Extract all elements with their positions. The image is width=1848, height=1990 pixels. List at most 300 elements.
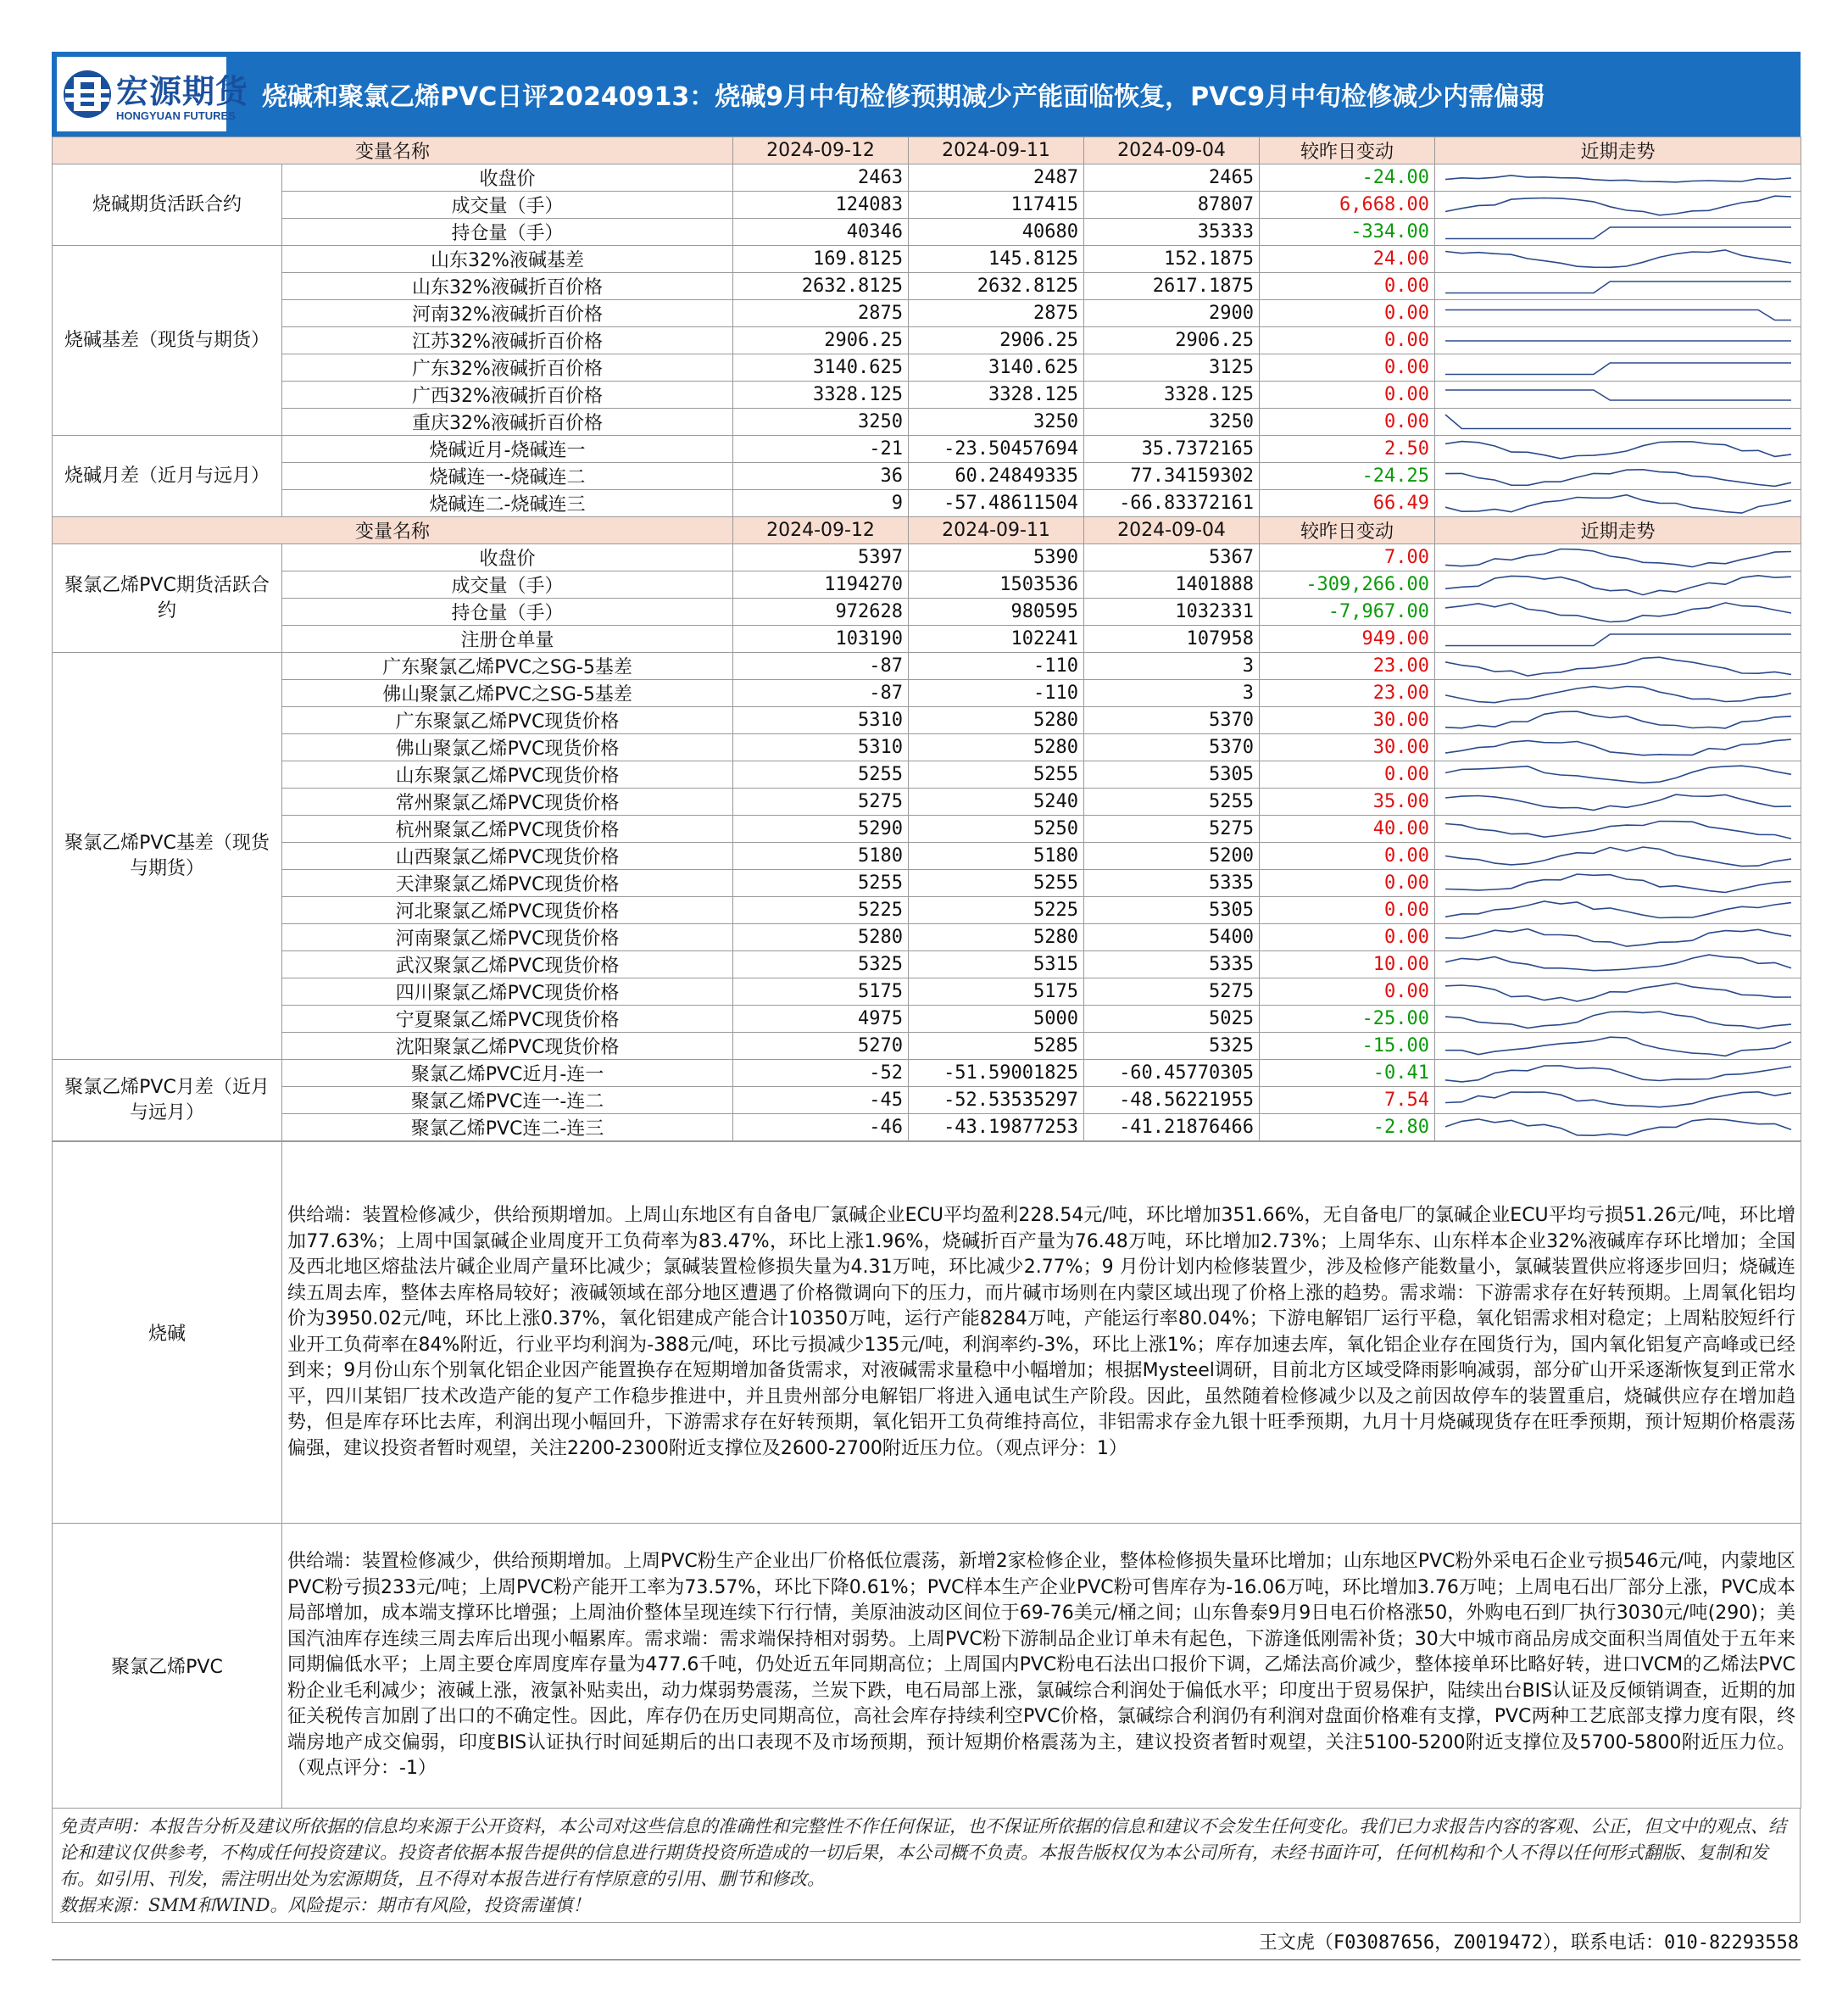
variable-name: 山东32%液碱基差 bbox=[282, 246, 733, 273]
value-2024-09-12: 169.8125 bbox=[733, 246, 909, 273]
variable-name: 广东聚氯乙烯PVC现货价格 bbox=[282, 707, 733, 734]
table-row bbox=[53, 1006, 1801, 1033]
value-2024-09-11: -57.48611504 bbox=[909, 490, 1084, 517]
variable-name: 成交量（手） bbox=[282, 192, 733, 219]
table-row bbox=[53, 626, 1801, 653]
report bbox=[52, 52, 1801, 1960]
sparkline-line bbox=[1445, 983, 1791, 1001]
value-2024-09-04: 77.34159302 bbox=[1084, 463, 1260, 490]
value-2024-09-11: 5255 bbox=[909, 761, 1084, 789]
value-2024-09-12: 5325 bbox=[733, 951, 909, 978]
value-2024-09-04: 5025 bbox=[1084, 1006, 1260, 1033]
table-row bbox=[53, 164, 1801, 192]
sparkline-line bbox=[1445, 494, 1791, 512]
variable-name: 杭州聚氯乙烯PVC现货价格 bbox=[282, 816, 733, 843]
sparkline-chart bbox=[1435, 1034, 1801, 1059]
trend-cell bbox=[1435, 626, 1801, 653]
daily-change: 0.00 bbox=[1260, 924, 1435, 951]
daily-change: 0.00 bbox=[1260, 273, 1435, 300]
header-date-2: 2024-09-11 bbox=[909, 137, 1084, 164]
header-variable-name: 变量名称 bbox=[53, 517, 733, 544]
value-2024-09-04: 2617.1875 bbox=[1084, 273, 1260, 300]
variable-name: 河北聚氯乙烯PVC现货价格 bbox=[282, 897, 733, 924]
sparkline-line bbox=[1445, 686, 1791, 702]
sparkline-chart bbox=[1435, 355, 1801, 381]
value-2024-09-12: 40346 bbox=[733, 219, 909, 246]
sparkline-chart bbox=[1435, 382, 1801, 408]
sparkline-chart bbox=[1435, 1006, 1801, 1032]
trend-cell bbox=[1435, 246, 1801, 273]
sparkline-line bbox=[1445, 363, 1791, 375]
daily-change: 66.49 bbox=[1260, 490, 1435, 517]
value-2024-09-04: 5275 bbox=[1084, 816, 1260, 843]
table-row bbox=[53, 571, 1801, 599]
value-2024-09-11: 5240 bbox=[909, 789, 1084, 816]
daily-change: 23.00 bbox=[1260, 653, 1435, 680]
sparkline-line bbox=[1445, 794, 1791, 810]
trend-cell bbox=[1435, 897, 1801, 924]
trend-cell bbox=[1435, 273, 1801, 300]
daily-change: 949.00 bbox=[1260, 626, 1435, 653]
daily-change: 24.00 bbox=[1260, 246, 1435, 273]
value-2024-09-11: 145.8125 bbox=[909, 246, 1084, 273]
value-2024-09-04: 35333 bbox=[1084, 219, 1260, 246]
trend-cell bbox=[1435, 490, 1801, 517]
commentary-row-pvc bbox=[53, 1524, 1801, 1809]
table-row bbox=[53, 1033, 1801, 1060]
value-2024-09-11: 5255 bbox=[909, 870, 1084, 897]
sparkline-chart bbox=[1435, 898, 1801, 923]
daily-change: 0.00 bbox=[1260, 978, 1435, 1006]
value-2024-09-11: 1503536 bbox=[909, 571, 1084, 599]
trend-cell bbox=[1435, 1114, 1801, 1141]
value-2024-09-12: 5310 bbox=[733, 707, 909, 734]
value-2024-09-12: 5225 bbox=[733, 897, 909, 924]
variable-name: 河南聚氯乙烯PVC现货价格 bbox=[282, 924, 733, 951]
value-2024-09-11: -43.19877253 bbox=[909, 1114, 1084, 1141]
sparkline-chart bbox=[1435, 654, 1801, 679]
sparkline-line bbox=[1445, 602, 1791, 622]
table-row bbox=[53, 1060, 1801, 1087]
variable-name: 沈阳聚氯乙烯PVC现货价格 bbox=[282, 1033, 733, 1060]
sparkline-chart bbox=[1435, 464, 1801, 489]
variable-name: 聚氯乙烯PVC近月-连一 bbox=[282, 1060, 733, 1087]
header-date-1: 2024-09-12 bbox=[733, 137, 909, 164]
table-row bbox=[53, 354, 1801, 382]
value-2024-09-12: 9 bbox=[733, 490, 909, 517]
value-2024-09-12: 2875 bbox=[733, 300, 909, 327]
value-2024-09-04: 35.7372165 bbox=[1084, 436, 1260, 463]
value-2024-09-04: 5367 bbox=[1084, 544, 1260, 571]
daily-change: 0.00 bbox=[1260, 300, 1435, 327]
value-2024-09-04: 1401888 bbox=[1084, 571, 1260, 599]
sparkline-line bbox=[1445, 1118, 1791, 1134]
value-2024-09-04: 5305 bbox=[1084, 897, 1260, 924]
value-2024-09-11: 5285 bbox=[909, 1033, 1084, 1060]
sparkline-chart bbox=[1435, 627, 1801, 652]
sparkline-line bbox=[1445, 928, 1791, 946]
variable-name: 聚氯乙烯PVC连一-连二 bbox=[282, 1087, 733, 1114]
value-2024-09-11: 5390 bbox=[909, 544, 1084, 571]
daily-change: 0.00 bbox=[1260, 870, 1435, 897]
trend-cell bbox=[1435, 1060, 1801, 1087]
trend-cell bbox=[1435, 816, 1801, 843]
commentary-text: 供给端：装置检修减少，供给预期增加。上周山东地区有自备电厂氯碱企业ECU平均盈利228.54元/吨，环比增加351.66%，无自备电厂的氯碱企业ECU平均亏损51.26元/吨，环比增加77.63%；上周中国氯碱企业周度开工负荷率为83.47%，环比上涨1.96%，烧碱折百产量为76.48万吨，环比增加2.73%；上周华东、山东样本企业32%液碱库存环比增加；全国及西北地区熔盐法片碱企业周产量环比减少；氯碱装置检修损失量为4.31万吨，环比减少2.77%；9 月份计划内检修装置少，涉及检修产能数量小，氯碱装置供应将逐步回归；烧碱连续五周去库，整体去库格局较好；液碱领域在部分地区遭遇了价格微调向下的压力，而片碱市场则在内蒙区域出现了价格上涨的趋势。需求端：下游需求存在好转预期。上周氧化铝均价为3950.02元/吨，环比上涨0.37%，氧化铝建成产能合计10350万吨，运行产能8284万吨，产能运行率80.04%；下游电解铝厂运行平稳，氧化铝需求相对稳定；上周粘胶短纤行业开工负荷率在84%附近，行业平均利润为-388元/吨，环比亏损减少135元/吨，利润率约-3%，环比上涨1%；库存加速去库，氧化铝企业存在囤货行为，国内氧化铝复产高峰或已经到来；9月份山东个别氧化铝企业因产能置换存在短期增加备货需求，对液碱需求量稳中小幅增加；根据Mysteel调研，目前北方区域受降雨影响减弱，部分矿山开采逐渐恢复到正常水平，四川某铝厂技术改造产能的复产工作稳步推进中，并且贵州部分电解铝厂将进入通电试生产阶段。因此，虽然随着检修减少以及之前因故停车的装置重启，烧碱供应存在增加趋势，但是库存环比去库，利润出现小幅回升，下游需求存在好转预期，氧化铝开工负荷维持高位，非铝需求存金九银十旺季预期，九月十月烧碱现货存在旺季预期，预计短期价格震荡偏强，建议投资者暂时观望，关注2200-2300附近支撑位及2600-2700附近压力位。（观点评分：1） bbox=[282, 1142, 1801, 1524]
value-2024-09-11: 2875 bbox=[909, 300, 1084, 327]
variable-name: 广东聚氯乙烯PVC之SG-5基差 bbox=[282, 653, 733, 680]
table-row bbox=[53, 409, 1801, 436]
daily-change: 2.50 bbox=[1260, 436, 1435, 463]
value-2024-09-12: 5290 bbox=[733, 816, 909, 843]
sparkline-line bbox=[1445, 281, 1791, 293]
variable-name: 宁夏聚氯乙烯PVC现货价格 bbox=[282, 1006, 733, 1033]
daily-change: 0.00 bbox=[1260, 382, 1435, 409]
sparkline-chart bbox=[1435, 762, 1801, 788]
sparkline-chart bbox=[1435, 735, 1801, 761]
sparkline-chart bbox=[1435, 871, 1801, 896]
trend-cell bbox=[1435, 219, 1801, 246]
value-2024-09-11: 5250 bbox=[909, 816, 1084, 843]
value-2024-09-12: 5280 bbox=[733, 924, 909, 951]
sparkline-chart bbox=[1435, 247, 1801, 272]
variable-name: 天津聚氯乙烯PVC现货价格 bbox=[282, 870, 733, 897]
table-row bbox=[53, 761, 1801, 789]
sparkline-chart bbox=[1435, 491, 1801, 516]
trend-cell bbox=[1435, 599, 1801, 626]
value-2024-09-12: 2906.25 bbox=[733, 327, 909, 354]
value-2024-09-11: 5000 bbox=[909, 1006, 1084, 1033]
sparkline-line bbox=[1445, 249, 1791, 266]
table-row bbox=[53, 843, 1801, 870]
variable-name: 注册仓单量 bbox=[282, 626, 733, 653]
sparkline-line bbox=[1445, 821, 1791, 839]
trend-cell bbox=[1435, 463, 1801, 490]
table-row bbox=[53, 924, 1801, 951]
sparkline-line bbox=[1445, 415, 1791, 429]
value-2024-09-04: 5325 bbox=[1084, 1033, 1260, 1060]
sparkline-line bbox=[1445, 227, 1791, 239]
trend-cell bbox=[1435, 680, 1801, 707]
sparkline-line bbox=[1445, 549, 1791, 566]
value-2024-09-04: 5335 bbox=[1084, 870, 1260, 897]
brand-name-cn: 宏源期货 bbox=[116, 73, 249, 110]
value-2024-09-11: 5180 bbox=[909, 843, 1084, 870]
value-2024-09-04: 3328.125 bbox=[1084, 382, 1260, 409]
variable-name: 佛山聚氯乙烯PVC之SG-5基差 bbox=[282, 680, 733, 707]
daily-change: 7.00 bbox=[1260, 544, 1435, 571]
value-2024-09-11: 5175 bbox=[909, 978, 1084, 1006]
sparkline-line bbox=[1445, 469, 1791, 486]
value-2024-09-12: 3250 bbox=[733, 409, 909, 436]
sparkline-chart bbox=[1435, 681, 1801, 706]
value-2024-09-11: -51.59001825 bbox=[909, 1060, 1084, 1087]
sparkline-line bbox=[1445, 901, 1791, 918]
daily-change: 0.00 bbox=[1260, 327, 1435, 354]
trend-cell bbox=[1435, 327, 1801, 354]
variable-name: 常州聚氯乙烯PVC现货价格 bbox=[282, 789, 733, 816]
value-2024-09-04: 5400 bbox=[1084, 924, 1260, 951]
report-banner bbox=[52, 52, 1801, 137]
daily-change: -334.00 bbox=[1260, 219, 1435, 246]
sparkline-line bbox=[1445, 847, 1791, 867]
table-row bbox=[53, 463, 1801, 490]
value-2024-09-12: 5310 bbox=[733, 734, 909, 761]
value-2024-09-04: 3250 bbox=[1084, 409, 1260, 436]
header-trend: 近期走势 bbox=[1435, 517, 1801, 544]
trend-cell bbox=[1435, 734, 1801, 761]
value-2024-09-12: 3328.125 bbox=[733, 382, 909, 409]
variable-name: 烧碱连二-烧碱连三 bbox=[282, 490, 733, 517]
group-label-pvc-basis: 聚氯乙烯PVC基差（现货与期货） bbox=[53, 653, 282, 1060]
sparkline-line bbox=[1445, 441, 1791, 458]
trend-cell bbox=[1435, 192, 1801, 219]
value-2024-09-12: 4975 bbox=[733, 1006, 909, 1033]
trend-cell bbox=[1435, 164, 1801, 192]
trend-cell bbox=[1435, 951, 1801, 978]
value-2024-09-12: 5255 bbox=[733, 761, 909, 789]
sparkline-chart bbox=[1435, 844, 1801, 869]
daily-change: 0.00 bbox=[1260, 354, 1435, 382]
variable-name: 河南32%液碱折百价格 bbox=[282, 300, 733, 327]
value-2024-09-12: 5397 bbox=[733, 544, 909, 571]
value-2024-09-11: 2487 bbox=[909, 164, 1084, 192]
value-2024-09-04: -60.45770305 bbox=[1084, 1060, 1260, 1087]
daily-change: -7,967.00 bbox=[1260, 599, 1435, 626]
daily-change: -15.00 bbox=[1260, 1033, 1435, 1060]
sparkline-line bbox=[1445, 309, 1791, 320]
value-2024-09-11: -52.53535297 bbox=[909, 1087, 1084, 1114]
sparkline-line bbox=[1445, 711, 1791, 728]
value-2024-09-04: 5305 bbox=[1084, 761, 1260, 789]
value-2024-09-12: 2463 bbox=[733, 164, 909, 192]
trend-cell bbox=[1435, 544, 1801, 571]
sparkline-chart bbox=[1435, 952, 1801, 978]
value-2024-09-12: 36 bbox=[733, 463, 909, 490]
brand-name-en: HONGYUAN FUTURES bbox=[116, 109, 236, 122]
daily-change: 30.00 bbox=[1260, 707, 1435, 734]
value-2024-09-04: 5275 bbox=[1084, 978, 1260, 1006]
trend-cell bbox=[1435, 978, 1801, 1006]
sparkline-line bbox=[1445, 766, 1791, 783]
sparkline-chart bbox=[1435, 979, 1801, 1005]
variable-name: 持仓量（手） bbox=[282, 219, 733, 246]
trend-cell bbox=[1435, 653, 1801, 680]
sparkline-line bbox=[1445, 874, 1791, 893]
variable-name: 四川聚氯乙烯PVC现货价格 bbox=[282, 978, 733, 1006]
daily-change: -25.00 bbox=[1260, 1006, 1435, 1033]
header-date-1: 2024-09-12 bbox=[733, 517, 909, 544]
sparkline-chart bbox=[1435, 1061, 1801, 1086]
trend-cell bbox=[1435, 382, 1801, 409]
value-2024-09-12: 5175 bbox=[733, 978, 909, 1006]
variable-name: 广西32%液碱折百价格 bbox=[282, 382, 733, 409]
value-2024-09-12: 2632.8125 bbox=[733, 273, 909, 300]
value-2024-09-11: 5280 bbox=[909, 734, 1084, 761]
group-label-pvc-futures: 聚氯乙烯PVC期货活跃合约 bbox=[53, 544, 282, 653]
variable-name: 广东32%液碱折百价格 bbox=[282, 354, 733, 382]
sparkline-chart bbox=[1435, 301, 1801, 326]
sparkline-chart bbox=[1435, 274, 1801, 299]
daily-change: 40.00 bbox=[1260, 816, 1435, 843]
value-2024-09-11: 5225 bbox=[909, 897, 1084, 924]
sparkline-line bbox=[1445, 390, 1791, 400]
group-label-pvc-spread: 聚氯乙烯PVC月差（近月与远月） bbox=[53, 1060, 282, 1141]
value-2024-09-11: 117415 bbox=[909, 192, 1084, 219]
value-2024-09-11: -110 bbox=[909, 653, 1084, 680]
group-label-caustic-futures: 烧碱期货活跃合约 bbox=[53, 164, 282, 246]
value-2024-09-04: 5335 bbox=[1084, 951, 1260, 978]
commentary-label: 烧碱 bbox=[53, 1142, 282, 1524]
trend-cell bbox=[1435, 1033, 1801, 1060]
author-contact: 王文虎（F03087656，Z0019472），联系电话：010-82293558 bbox=[52, 1923, 1801, 1960]
table-row bbox=[53, 192, 1801, 219]
sparkline-chart bbox=[1435, 572, 1801, 598]
value-2024-09-12: -87 bbox=[733, 680, 909, 707]
value-2024-09-11: 60.24849335 bbox=[909, 463, 1084, 490]
value-2024-09-11: -110 bbox=[909, 680, 1084, 707]
sparkline-line bbox=[1445, 1012, 1791, 1028]
variable-name: 收盘价 bbox=[282, 544, 733, 571]
value-2024-09-04: 2465 bbox=[1084, 164, 1260, 192]
table-row bbox=[53, 246, 1801, 273]
value-2024-09-11: 980595 bbox=[909, 599, 1084, 626]
value-2024-09-11: 3250 bbox=[909, 409, 1084, 436]
value-2024-09-11: 5280 bbox=[909, 924, 1084, 951]
value-2024-09-12: 5270 bbox=[733, 1033, 909, 1060]
table-row bbox=[53, 490, 1801, 517]
variable-name: 重庆32%液碱折百价格 bbox=[282, 409, 733, 436]
daily-change: 0.00 bbox=[1260, 409, 1435, 436]
group-label-caustic-basis: 烧碱基差（现货与期货） bbox=[53, 246, 282, 436]
variable-name: 持仓量（手） bbox=[282, 599, 733, 626]
daily-change: 10.00 bbox=[1260, 951, 1435, 978]
variable-name: 武汉聚氯乙烯PVC现货价格 bbox=[282, 951, 733, 978]
value-2024-09-04: 5370 bbox=[1084, 734, 1260, 761]
header-date-3: 2024-09-04 bbox=[1084, 517, 1260, 544]
sparkline-chart bbox=[1435, 545, 1801, 571]
report-title: 烧碱和聚氯乙烯PVC日评20240913：烧碱9月中旬检修预期减少产能面临恢复，PVC9月中旬检修减少内需偏弱 bbox=[262, 82, 1545, 112]
variable-name: 聚氯乙烯PVC连二-连三 bbox=[282, 1114, 733, 1141]
sparkline-chart bbox=[1435, 220, 1801, 245]
trend-cell bbox=[1435, 571, 1801, 599]
group-label-caustic-spread: 烧碱月差（近月与远月） bbox=[53, 436, 282, 517]
sparkline-line bbox=[1445, 739, 1791, 755]
table-row bbox=[53, 327, 1801, 354]
variable-name: 烧碱连一-烧碱连二 bbox=[282, 463, 733, 490]
table-row bbox=[53, 436, 1801, 463]
value-2024-09-11: 2906.25 bbox=[909, 327, 1084, 354]
data-table bbox=[52, 137, 1801, 1141]
sparkline-line bbox=[1445, 1091, 1791, 1106]
table-header-row bbox=[53, 517, 1801, 544]
value-2024-09-11: 40680 bbox=[909, 219, 1084, 246]
sparkline-line bbox=[1445, 1037, 1791, 1056]
trend-cell bbox=[1435, 300, 1801, 327]
commentary-label: 聚氯乙烯PVC bbox=[53, 1524, 282, 1809]
sparkline-line bbox=[1445, 955, 1791, 971]
daily-change: -24.00 bbox=[1260, 164, 1435, 192]
daily-change: 7.54 bbox=[1260, 1087, 1435, 1114]
value-2024-09-12: -21 bbox=[733, 436, 909, 463]
header-trend: 近期走势 bbox=[1435, 137, 1801, 164]
table-row bbox=[53, 653, 1801, 680]
table-row bbox=[53, 734, 1801, 761]
variable-name: 山东聚氯乙烯PVC现货价格 bbox=[282, 761, 733, 789]
daily-change: -309,266.00 bbox=[1260, 571, 1435, 599]
value-2024-09-04: 3 bbox=[1084, 653, 1260, 680]
value-2024-09-12: 3140.625 bbox=[733, 354, 909, 382]
value-2024-09-12: -87 bbox=[733, 653, 909, 680]
disclaimer bbox=[52, 1809, 1801, 1923]
table-row bbox=[53, 707, 1801, 734]
commentary-row-caustic-soda bbox=[53, 1142, 1801, 1524]
value-2024-09-04: -66.83372161 bbox=[1084, 490, 1260, 517]
header-change: 较昨日变动 bbox=[1260, 137, 1435, 164]
value-2024-09-12: -45 bbox=[733, 1087, 909, 1114]
daily-change: 0.00 bbox=[1260, 843, 1435, 870]
daily-change: -24.25 bbox=[1260, 463, 1435, 490]
value-2024-09-04: 2906.25 bbox=[1084, 327, 1260, 354]
data-source: 数据来源：SMM和WIND。风险提示：期市有风险，投资需谨慎！ bbox=[59, 1895, 591, 1915]
value-2024-09-11: 3328.125 bbox=[909, 382, 1084, 409]
daily-change: 35.00 bbox=[1260, 789, 1435, 816]
variable-name: 山西聚氯乙烯PVC现货价格 bbox=[282, 843, 733, 870]
value-2024-09-04: 107958 bbox=[1084, 626, 1260, 653]
value-2024-09-04: -41.21876466 bbox=[1084, 1114, 1260, 1141]
table-row bbox=[53, 300, 1801, 327]
table-row bbox=[53, 789, 1801, 816]
sparkline-chart bbox=[1435, 437, 1801, 462]
hongyuan-logo-icon bbox=[62, 65, 113, 123]
company-logo bbox=[57, 57, 249, 131]
variable-name: 江苏32%液碱折百价格 bbox=[282, 327, 733, 354]
daily-change: 23.00 bbox=[1260, 680, 1435, 707]
value-2024-09-12: 5275 bbox=[733, 789, 909, 816]
trend-cell bbox=[1435, 1006, 1801, 1033]
value-2024-09-11: 5315 bbox=[909, 951, 1084, 978]
table-row bbox=[53, 544, 1801, 571]
table-row bbox=[53, 599, 1801, 626]
value-2024-09-12: 103190 bbox=[733, 626, 909, 653]
value-2024-09-11: 102241 bbox=[909, 626, 1084, 653]
sparkline-chart bbox=[1435, 165, 1801, 191]
header-date-2: 2024-09-11 bbox=[909, 517, 1084, 544]
value-2024-09-12: -46 bbox=[733, 1114, 909, 1141]
table-row bbox=[53, 870, 1801, 897]
value-2024-09-12: 124083 bbox=[733, 192, 909, 219]
trend-cell bbox=[1435, 924, 1801, 951]
value-2024-09-04: 3125 bbox=[1084, 354, 1260, 382]
daily-change: -0.41 bbox=[1260, 1060, 1435, 1087]
table-header-row bbox=[53, 137, 1801, 164]
variable-name: 佛山聚氯乙烯PVC现货价格 bbox=[282, 734, 733, 761]
variable-name: 山东32%液碱折百价格 bbox=[282, 273, 733, 300]
daily-change: 0.00 bbox=[1260, 761, 1435, 789]
trend-cell bbox=[1435, 789, 1801, 816]
value-2024-09-04: 5370 bbox=[1084, 707, 1260, 734]
table-row bbox=[53, 680, 1801, 707]
commentary-text: 供给端：装置检修减少，供给预期增加。上周PVC粉生产企业出厂价格低位震荡，新增2家检修企业，整体检修损失量环比增加；山东地区PVC粉外采电石企业亏损546元/吨，内蒙地区PVC粉亏损233元/吨；上周PVC粉产能开工率为73.57%，环比下降0.61%；PVC样本生产企业PVC粉可售库存为-16.06万吨，环比增加3.76万吨；上周电石出厂部分上涨，PVC成本局部增加，成本端支撑环比增强；上周油价整体呈现连续下行行情，美原油波动区间位于69-76美元/桶之间；山东鲁泰9月9日电石价格涨50，外购电石到厂执行3030元/吨(290)；美国汽油库存连续三周去库后出现小幅累库。需求端：需求端保持相对弱势。上周PVC粉下游制品企业订单未有起色，下游逢低刚需补货；30大中城市商品房成交面积当周值处于五年来同期偏低水平；上周主要仓库周度库存量为477.6千吨，仍处近五年同期高位；上周国内PVC粉电石法出口报价下调，乙烯法高价减少，整体接单环比略好转，进口VCM的乙烯法PVC粉企业毛利减少；液碱上涨，液氯补贴卖出，动力煤弱势震荡，兰炭下跌，电石局部上涨，氯碱综合利润处于偏低水平；印度出于贸易保护，陆续出台BIS认证及反倾销调查，近期的加征关税传言加剧了出口的不确定性。因此，库存仍在历史同期高位，高社会库存持续利空PVC价格，氯碱综合利润仍有利润对盘面价格难有支撑，PVC两种工艺底部支撑力度有限，终端房地产成交偏弱，印度BIS认证执行时间延期后的出口表现不及市场预期，预计短期价格震荡为主，建议投资者暂时观望，关注5100-5200附近支撑位及5700-5800附近压力位。（观点评分：-1） bbox=[282, 1524, 1801, 1809]
trend-cell bbox=[1435, 870, 1801, 897]
table-row bbox=[53, 1114, 1801, 1141]
sparkline-line bbox=[1445, 657, 1791, 676]
value-2024-09-11: 2632.8125 bbox=[909, 273, 1084, 300]
sparkline-line bbox=[1445, 175, 1791, 181]
daily-change: -2.80 bbox=[1260, 1114, 1435, 1141]
table-row bbox=[53, 978, 1801, 1006]
commentary-table bbox=[52, 1141, 1801, 1809]
value-2024-09-11: 3140.625 bbox=[909, 354, 1084, 382]
